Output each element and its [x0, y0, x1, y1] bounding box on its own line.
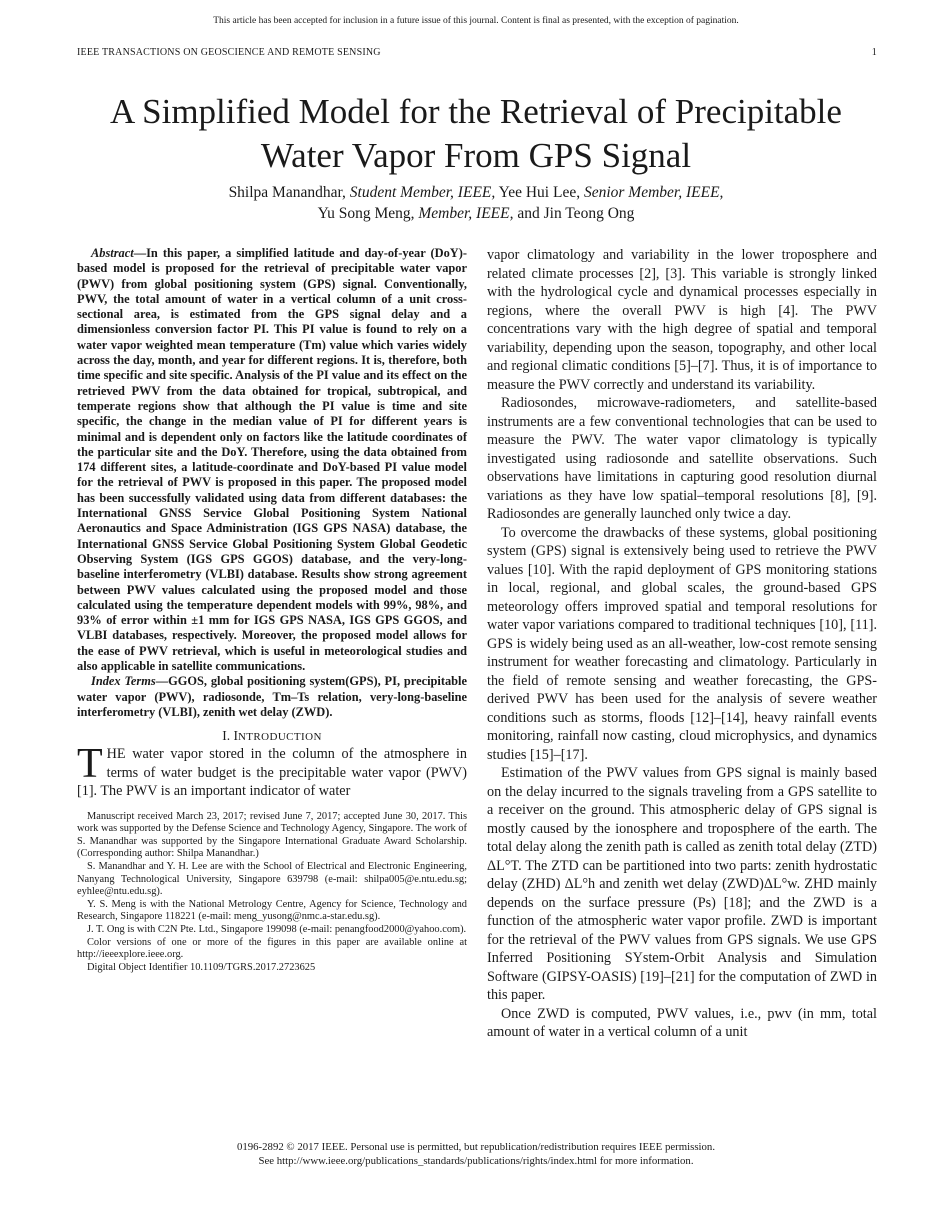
- left-column: [77, 246, 467, 974]
- footnote: S. Manandhar and Y. H. Lee are with the School of Electrical and Electronic Engineering, Nanyang Technological University, Singapore 639798 (e-mail: shilpa005@e.ntu.edu.sg; eyhlee@ntu.edu.sg).: [77, 861, 467, 898]
- section-number: I.: [222, 728, 231, 744]
- author-name: Yu Song Meng,: [317, 205, 415, 222]
- index-terms-lead: Index Terms: [91, 674, 156, 689]
- acceptance-note: This article has been accepted for inclusion in a future issue of this journal. Content is final as presented, with the exception of pagination.: [213, 16, 739, 26]
- footnote: Color versions of one or more of the figures in this paper are available online at http://ieeexplore.ieee.org.: [77, 936, 467, 961]
- footnote: Digital Object Identifier 10.1109/TGRS.2017.2723625: [87, 961, 316, 973]
- body-paragraph: Radiosondes, microwave-radiometers, and satellite-based instruments are a few conventional technologies that can be used to measure the PWV. The water vapor climatology is typically investigated using radiosonde and satellite observations. Such observations have limitations in capturing good resolution diurnal variations as they have low spatial–temporal resolutions [8], [9]. Radiosondes are generally launched only twice a day.: [487, 395, 877, 522]
- author-role: Member, IEEE,: [418, 205, 514, 222]
- intro-text: HE water vapor stored in the column of the atmosphere in terms of water budget is the precipitable water vapor (PWV) [1]. The PWV is an important indicator of water: [77, 746, 467, 800]
- author-name: Shilpa Manandhar,: [228, 184, 346, 201]
- page-number: 1: [871, 47, 877, 58]
- journal-name: IEEE TRANSACTIONS ON GEOSCIENCE AND REMOTE SENSING: [77, 47, 381, 58]
- index-terms: [77, 674, 467, 720]
- section-initial: I: [233, 728, 238, 744]
- intro-paragraph: [77, 741, 467, 801]
- body-paragraph: Once ZWD is computed, PWV values, i.e., pwv (in mm, total amount of water in a vertical column of a unit: [487, 1005, 877, 1040]
- footnote: Manuscript received March 23, 2017; revised June 7, 2017; accepted June 30, 2017. This work was supported by the Defense Science and Technology Agency, Singapore. The work of S. Manandhar was supported by the Singapore International Graduate Award Scholarship. (Corresponding author: Shilpa Manandhar.): [77, 810, 467, 860]
- title-line: Water Vapor From GPS Signal: [260, 136, 692, 175]
- copyright-footer: [0, 1140, 952, 1168]
- section-title-rest: NTRODUCTION: [237, 731, 322, 744]
- body-paragraph: vapor climatology and variability in the lower troposphere and related climate processes [2], [3]. This variable is strongly linked with the hydrological cycle and dynamical processes especially in regions, where the overall PWV is high [4]. The PWV concentrations vary with the high degree of spatial and temporal variability, depending upon the season, topography, and other local and regional climatic conditions [5]–[7]. Thus, it is of importance to measure the PWV correctly and understand its variability.: [487, 247, 877, 393]
- index-terms-text: —GGOS, global positioning system(GPS), PI, precipitable water vapor (PWV), radiosonde, Tm–Ts relation, very-long-baseline interferometry (VLBI), zenith wet delay (ZWD).: [77, 674, 467, 719]
- section-heading: [77, 728, 467, 744]
- author-name: Yee Hui Lee,: [498, 184, 581, 201]
- footnote: Y. S. Meng is with the National Metrology Centre, Agency for Science, Technology and Research, Singapore 118221 (e-mail: meng_yusong@nmc.a-star.edu.sg).: [77, 898, 467, 923]
- right-column: [487, 246, 877, 1042]
- footnote: J. T. Ong is with C2N Pte. Ltd., Singapore 199098 (e-mail: penangfood2000@yahoo.com).: [87, 924, 467, 936]
- author-role: Student Member, IEEE,: [349, 184, 496, 201]
- running-header: [77, 47, 877, 58]
- author-list: [40, 182, 912, 224]
- drop-cap: T: [77, 741, 103, 788]
- body-paragraph: Estimation of the PWV values from GPS signal is mainly based on the delay incurred to the signals traveling from a GPS satellite to a receiver on the ground. This atmospheric delay of GPS signal is mostly caused by the ionosphere and troposphere of the earth. The total delay along the zenith path is called as zenith total delay (ZTD) ΔL°T. The ZTD can be partitioned into two parts: zenith hydrostatic delay (ZHD) ΔL°h and zenith wet delay (ZWD)ΔL°w. ZHD mainly depends on the surface pressure (Ps) [18]; and the ZWD is a function of the atmospheric water vapor profile. ZWD is important for the retrieval of the PWV values from GPS signals. We use GPS Inferred Positioning SYstem-Orbit Analysis and Simulation Software (GIPSY-OASIS) [19]–[21] for the computation of ZWD in this paper.: [487, 765, 877, 1003]
- rights-link-line: See http://www.ieee.org/publications_standards/publications/rights/index.html for more information.: [258, 1155, 694, 1167]
- author-role: Senior Member, IEEE,: [583, 184, 724, 201]
- footnotes: [77, 811, 467, 975]
- copyright-line: 0196-2892 © 2017 IEEE. Personal use is permitted, but republication/redistribution requires IEEE permission.: [236, 1141, 716, 1153]
- abstract-text: —In this paper, a simplified latitude and day-of-year (DoY)-based model is proposed for the retrieval of precipitable water vapor (PWV) from global positioning system (GPS) signal. Conventionally, PWV, the total amount of water in a vertical column of a unit cross-sectional area, is estimated from the GPS signal delay and a dimensionless conversion factor PI. This PI value is found to rely on a water vapor weighted mean temperature (Tm) value which varies widely across the day, month, and year for different regions. It is, therefore, both time specific and site specific. Analysis of the PI value and its effect on the retrieved PWV from the data obtained for tropical, subtropical, and temperate regions show that although the PI value is time and site specific, the change in the median value of PI for different years is minimal and is dependent only on factors like the latitude coordinates of the particular site and the DoY. Therefore, using the data obtained from 174 different sites, a latitude-coordinate and DoY-based PI value model for the retrieval of PWV is proposed in this paper. The proposed model has been successfully validated using data from different databases: the International GNSS Service Global Positioning System National Aeronautics and Space Administration (IGS GPS NASA) database, the International GNSS Service Global Positioning System Global Geodetic Observing System (IGS GPS GGOS) database, and the very-long-baseline interferometry (VLBI) database. Results show strong agreement between PWV values calculated using the proposed model and those calculated using the temperature dependent models with 99%, 98%, and 93% of error within ±1 mm for IGS GPS NASA, IGS GPS GGOS, and VLBI databases, respectively. Moreover, the proposed model allows for the ease of PWV retrieval, which is useful in meteorological studies and also applicable in satellite communications.: [77, 246, 467, 674]
- title-line: A Simplified Model for the Retrieval of Precipitable: [110, 92, 842, 131]
- paper-title: [40, 90, 912, 178]
- body-paragraph: To overcome the drawbacks of these systems, global positioning system (GPS) signal is extensively being used to retrieve the PWV values [10]. With the rapid deployment of GPS monitoring stations in local, regional, and global scales, the ground-based GPS meteorology offers improved spatial and temporal resolutions for water vapor variations compared to traditional techniques [10], [11]. GPS is widely being used as an all-weather, low-cost remote sensing instrument for weather forecasting and climatology. Particularly in the field of remote sensing and weather forecasting, the GPS-derived PWV has been used for the analysis of severe weather conditions such as storms, floods [12]–[14], heavy rainfall events monitoring, rainfall now casting, cloud microphysics, and dynamics studies [15]–[17].: [487, 524, 877, 763]
- abstract: [77, 246, 467, 674]
- author-name: and Jin Teong Ong: [517, 205, 635, 222]
- abstract-lead: Abstract: [91, 246, 134, 260]
